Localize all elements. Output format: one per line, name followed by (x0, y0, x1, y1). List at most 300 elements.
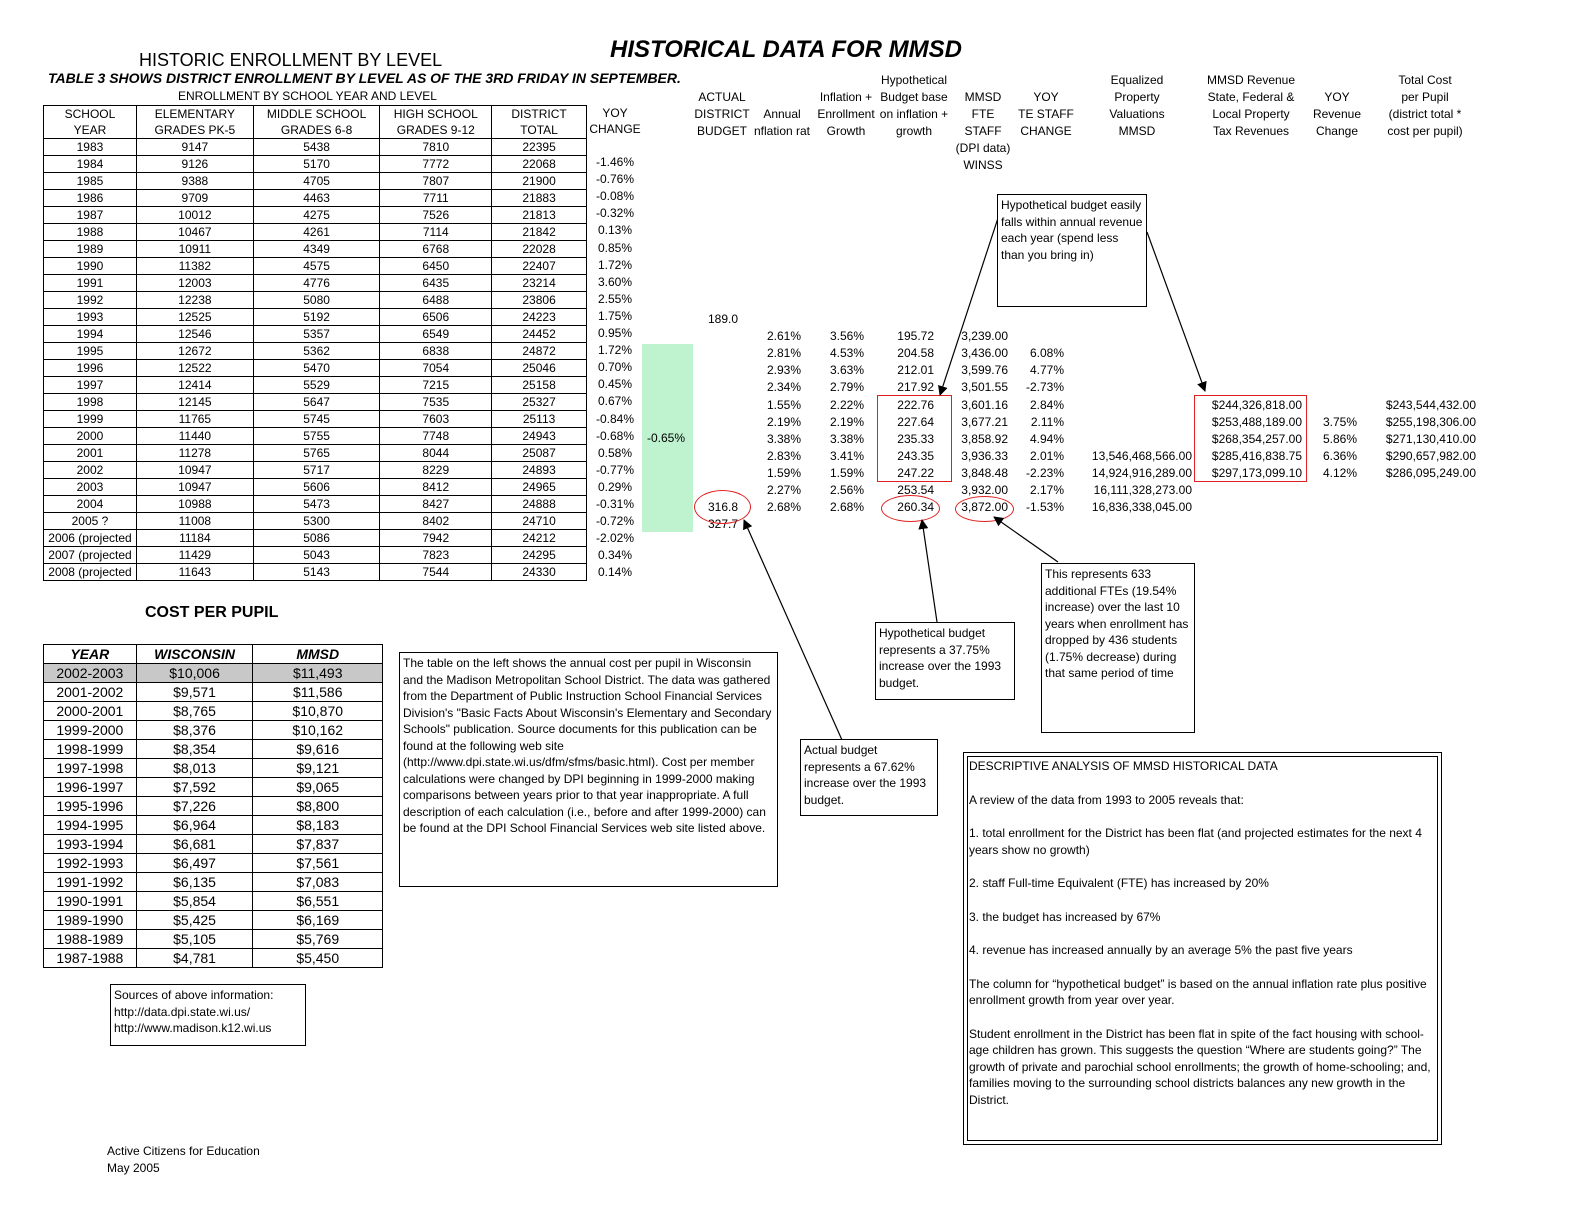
cost-row (44, 664, 383, 683)
enroll-cell: 25046 (492, 360, 587, 377)
yoy-header-line: CHANGE (589, 122, 641, 136)
cost-cell: 1988-1989 (44, 930, 137, 949)
col-header-line: MMSD Revenue (1206, 73, 1296, 87)
enroll-cell: 5170 (253, 156, 380, 173)
budget-cell-yoyfte: 2.11% (1030, 414, 1064, 429)
enroll-cell: 24212 (492, 530, 587, 547)
enroll-cell: 7772 (380, 156, 492, 173)
callout-actual: Actual budget represents a 67.62% increase over the 1993 budget. (800, 739, 938, 816)
enroll-cell: 7526 (380, 207, 492, 224)
enroll-cell: 5143 (253, 564, 380, 581)
enroll-cell: 5717 (253, 462, 380, 479)
yoy-value: -0.77% (595, 462, 635, 477)
cost-cell: $9,121 (253, 759, 383, 778)
enroll-cell: 12003 (136, 275, 253, 292)
cost-per-pupil-table (43, 644, 383, 968)
cost-cell: 1992-1993 (44, 854, 137, 873)
budget-cell-actual: 189.0 (707, 312, 738, 326)
arrow-to-hypo-2004 (922, 520, 937, 622)
enroll-cell: 5043 (253, 547, 380, 564)
enroll-cell: 2002 (44, 462, 137, 479)
enroll-cell: 21883 (492, 190, 587, 207)
budget-cell-annual: 2.19% (766, 414, 801, 429)
budget-cell-fte: 3,932.00 (961, 483, 1008, 497)
col-header-line: MMSD (1118, 124, 1156, 138)
analysis-box-outer (963, 752, 1442, 1145)
enroll-cell: 8427 (380, 496, 492, 513)
enroll-cell: 6549 (380, 326, 492, 343)
budget-cell-ieg: 2.19% (829, 414, 864, 429)
cost-cell: $9,065 (253, 778, 383, 797)
enroll-cell: 8412 (380, 479, 492, 496)
enroll-cell: 24872 (492, 343, 587, 360)
enroll-cell: 9147 (136, 139, 253, 156)
budget-cell-tc: $271,130,410.00 (1385, 431, 1476, 446)
col-header-line: BUDGET (696, 124, 747, 138)
enroll-cell: 5086 (253, 530, 380, 547)
budget-cell-tc: $243,544,432.00 (1385, 397, 1476, 412)
cost-cell: $9,616 (253, 740, 383, 759)
budget-cell-ieg: 3.41% (829, 448, 864, 463)
budget-cell-hypo: 204.58 (897, 346, 934, 361)
cost-row (44, 816, 383, 835)
cost-cell: $5,425 (136, 911, 253, 930)
enroll-cell: 5529 (253, 377, 380, 394)
cost-cell: $8,354 (136, 740, 253, 759)
yoy-value: 0.85% (597, 240, 633, 255)
enroll-cell: 6435 (380, 275, 492, 292)
cost-cell: 1999-2000 (44, 721, 137, 740)
cost-header-cell: WISCONSIN (136, 645, 253, 664)
enroll-cell: 12522 (136, 360, 253, 377)
cost-cell: 1993-1994 (44, 835, 137, 854)
footer (107, 1143, 260, 1177)
cost-cell: 2002-2003 (44, 664, 137, 683)
enroll-cell: 11278 (136, 445, 253, 462)
cost-row (44, 873, 383, 892)
enroll-cell: 1983 (44, 139, 137, 156)
col-header-line: growth (895, 124, 933, 138)
enroll-header-line: GRADES PK-5 (154, 123, 236, 137)
yoy-header-line: YOY (602, 106, 628, 120)
enroll-cell: 24965 (492, 479, 587, 496)
cost-cell: 2000-2001 (44, 702, 137, 721)
col-header-line: Budget base (880, 90, 948, 104)
budget-cell-hypo: 217.92 (897, 380, 934, 395)
budget-cell-yoyrev: 4.12% (1322, 465, 1357, 480)
budget-cell-fte: 3,858.92 (961, 431, 1008, 446)
budget-cell-yoyfte: 2.84% (1029, 397, 1064, 412)
yoy-value: -0.32% (595, 206, 635, 221)
enroll-cell: 11382 (136, 258, 253, 275)
budget-cell-fte: 3,599.76 (961, 363, 1008, 378)
enroll-cell: 7807 (380, 173, 492, 190)
enroll-cell: 1996 (44, 360, 137, 377)
budget-cell-ieg: 2.68% (829, 500, 864, 515)
enroll-cell: 8044 (380, 445, 492, 462)
enroll-cell: 1992 (44, 292, 137, 309)
cost-explanation-box: The table on the left shows the annual cost per pupil in Wisconsin and the Madison Metropolitan School District. The data was gathered from the Department of Public Instruction School Financial Services Division's "Basic Facts About Wisconsin's Elementary and Secondary Schools" publication. Source documents for this publication can be found at the following web site (http://www.dpi.state.wi.us/dfm/sfms/basic.html). Cost per member calculations were changed by DPI beginning in 1999-2000 making comparisons between years prior to that year inappropriate. A full description of each calculation (i.e., before and after 1999-2000) can be found at the DPI School Financial Services web site listed above. (399, 652, 778, 887)
enroll-cell: 12238 (136, 292, 253, 309)
budget-cell-yoyfte: -2.23% (1025, 465, 1064, 480)
enroll-cell: 25158 (492, 377, 587, 394)
enroll-cell: 10467 (136, 224, 253, 241)
budget-cell-yoyfte: -1.53% (1025, 500, 1064, 515)
budget-cell-fte: 3,501.55 (961, 380, 1008, 395)
budget-cell-annual: 2.61% (766, 329, 801, 344)
cost-cell: $7,837 (253, 835, 383, 854)
budget-cell-tc: $290,657,982.00 (1385, 448, 1476, 463)
cost-cell: 1996-1997 (44, 778, 137, 797)
cost-cell: 1991-1992 (44, 873, 137, 892)
budget-cell-yoyfte: 2.17% (1029, 483, 1064, 497)
budget-cell-rev: $253,488,189.00 (1211, 414, 1302, 429)
enroll-header-line: ELEMENTARY (154, 107, 235, 121)
cost-cell: $8,183 (253, 816, 383, 835)
enroll-header-line: GRADES 6-8 (280, 123, 353, 137)
callout-revenue: Hypothetical budget easily falls within annual revenue each year (spend less than you bring in) (997, 194, 1147, 307)
budget-cell-fte: 3,936.33 (961, 448, 1008, 463)
budget-cell-yoyrev: 6.36% (1322, 448, 1357, 463)
enroll-cell: 6450 (380, 258, 492, 275)
analysis-point-1: 1. total enrollment for the District has been flat (and projected estimates for the next 4 years show no growth) (969, 826, 1422, 857)
enroll-cell: 9709 (136, 190, 253, 207)
enroll-cell: 7114 (380, 224, 492, 241)
col-header-line: cost per pupil) (1387, 124, 1463, 138)
enroll-cell: 1997 (44, 377, 137, 394)
enroll-cell: 6506 (380, 309, 492, 326)
cost-cell: 2001-2002 (44, 683, 137, 702)
yoy-value: 0.14% (597, 565, 633, 580)
budget-cell-ieg: 3.56% (829, 329, 864, 344)
yoy-value: 3.60% (597, 274, 633, 289)
cost-row (44, 930, 383, 949)
enroll-cell: 5300 (253, 513, 380, 530)
arrow-to-hypo-box (940, 218, 998, 395)
enroll-cell: 12414 (136, 377, 253, 394)
enroll-cell: 24223 (492, 309, 587, 326)
budget-cell-ieg: 4.53% (829, 346, 864, 361)
budget-cell-hypo: 195.72 (897, 329, 934, 344)
budget-cell-eq: 13,546,468,566.00 (1091, 448, 1192, 463)
enroll-header-line: GRADES 9-12 (396, 123, 475, 137)
enroll-cell: 9126 (136, 156, 253, 173)
cost-cell: 1995-1996 (44, 797, 137, 816)
yoy-value: -0.31% (595, 496, 635, 511)
enroll-cell: 10012 (136, 207, 253, 224)
analysis-point-3: 3. the budget has increased by 67% (969, 909, 1161, 924)
enroll-cell: 4349 (253, 241, 380, 258)
enroll-cell: 7711 (380, 190, 492, 207)
enroll-header-line: SCHOOL (64, 107, 116, 121)
cost-cell: $8,013 (136, 759, 253, 778)
yoy-value: -1.46% (595, 155, 635, 170)
cost-cell: 1994-1995 (44, 816, 137, 835)
cost-row (44, 854, 383, 873)
budget-cell-ieg: 2.56% (829, 483, 864, 497)
cost-row (44, 835, 383, 854)
cost-row (44, 683, 383, 702)
source-link-madison[interactable]: http://www.madison.k12.wi.us (114, 1021, 272, 1035)
enroll-cell: 1998 (44, 394, 137, 411)
yoy-value: 0.67% (597, 394, 633, 409)
enroll-cell: 1995 (44, 343, 137, 360)
col-header-line: MMSD (964, 90, 1002, 104)
budget-cell-yoyfte: 4.77% (1029, 363, 1064, 378)
budget-cell-eq: 16,111,328,273.00 (1093, 483, 1192, 497)
enroll-cell: 2006 (projected (44, 530, 137, 547)
enroll-cell: 21900 (492, 173, 587, 190)
col-header-line: YOY (1324, 90, 1350, 104)
col-header-line: FTE (971, 107, 995, 121)
enroll-header-line: HIGH SCHOOL (393, 107, 478, 121)
cost-cell: $6,551 (253, 892, 383, 911)
enroll-cell: 10988 (136, 496, 253, 513)
cost-cell: $5,450 (253, 949, 383, 968)
cost-cell: 1998-1999 (44, 740, 137, 759)
yoy-value: 0.34% (597, 548, 633, 563)
enroll-cell: 5745 (253, 411, 380, 428)
analysis-intro: A review of the data from 1993 to 2005 reveals that: (969, 792, 1244, 807)
enroll-cell: 22068 (492, 156, 587, 173)
cost-cell: $6,964 (136, 816, 253, 835)
budget-cell-rev: $285,416,838.75 (1211, 448, 1302, 463)
callout-fte: This represents 633 additional FTEs (19.54% increase) over the last 10 years when enrollment has dropped by 436 students (1.75% decrease) during that same period of time (1041, 563, 1195, 733)
enroll-cell: 5606 (253, 479, 380, 496)
cost-cell: 1987-1988 (44, 949, 137, 968)
enroll-cell: 21842 (492, 224, 587, 241)
enroll-cell: 24710 (492, 513, 587, 530)
budget-cell-fte: 3,436.00 (961, 346, 1008, 361)
enroll-cell: 2003 (44, 479, 137, 496)
col-header-line: Enrollment (817, 107, 875, 121)
footer-org: Active Citizens for Education (107, 1144, 260, 1158)
col-header-line: Tax Revenues (1212, 124, 1290, 138)
enroll-cell: 23806 (492, 292, 587, 309)
enroll-header-line: TOTAL (520, 123, 558, 137)
budget-cell-annual: 2.68% (766, 500, 801, 515)
col-header-line: CHANGE (1020, 124, 1072, 138)
col-header-line: Change (1315, 124, 1359, 138)
budget-cell-fte: 3,872.00 (961, 500, 1008, 515)
cost-cell: $7,592 (136, 778, 253, 797)
cost-cell: $8,376 (136, 721, 253, 740)
budget-cell-fte: 3,601.16 (961, 397, 1008, 412)
budget-cell-yoyfte: -2.73% (1025, 380, 1064, 395)
budget-cell-annual: 3.38% (766, 431, 801, 446)
enroll-cell: 7823 (380, 547, 492, 564)
budget-cell-yoyfte: 4.94% (1029, 431, 1064, 446)
enroll-cell: 5192 (253, 309, 380, 326)
budget-cell-ieg: 3.38% (829, 431, 864, 446)
budget-cell-actual: 316.8 (707, 500, 738, 515)
yoy-value: -0.72% (595, 514, 635, 529)
budget-cell-hypo: 222.76 (897, 397, 934, 412)
cost-cell: 1990-1991 (44, 892, 137, 911)
cost-cell: $5,105 (136, 930, 253, 949)
enroll-cell: 1990 (44, 258, 137, 275)
budget-cell-fte: 3,239.00 (961, 329, 1008, 344)
col-header-line: Total Cost (1398, 73, 1452, 87)
cost-cell: $7,083 (253, 873, 383, 892)
cost-row (44, 721, 383, 740)
enroll-cell: 2001 (44, 445, 137, 462)
cost-row (44, 702, 383, 721)
yoy-value: -0.84% (595, 411, 635, 426)
analysis-box (967, 756, 1438, 1141)
col-header-line: Equalized (1110, 73, 1164, 87)
budget-cell-ieg: 2.22% (829, 397, 864, 412)
enroll-cell: 7215 (380, 377, 492, 394)
sources-box (110, 984, 306, 1046)
enroll-cell: 23214 (492, 275, 587, 292)
enroll-cell: 22395 (492, 139, 587, 156)
budget-cell-ieg: 2.79% (829, 380, 864, 395)
enroll-cell: 24295 (492, 547, 587, 564)
cost-cell: $7,561 (253, 854, 383, 873)
budget-cell-annual: 2.81% (766, 346, 801, 361)
col-header-line: per Pupil (1401, 90, 1449, 104)
enroll-header-line: MIDDLE SCHOOL (266, 107, 367, 121)
enroll-cell: 7535 (380, 394, 492, 411)
enroll-cell: 1985 (44, 173, 137, 190)
col-header-line: ACTUAL (698, 90, 746, 104)
col-header-line: Growth (826, 124, 866, 138)
col-header-line: TE STAFF (1018, 107, 1074, 121)
enroll-cell: 6838 (380, 343, 492, 360)
budget-cell-tc: $286,095,249.00 (1385, 465, 1476, 480)
enrollment-subtitle: ENROLLMENT BY SCHOOL YEAR AND LEVEL (178, 89, 437, 103)
enroll-cell: 8229 (380, 462, 492, 479)
budget-cell-eq: 16,836,338,045.00 (1091, 500, 1192, 515)
source-link-dpi[interactable]: http://data.dpi.state.wi.us/ (114, 1004, 251, 1019)
enroll-cell: 9388 (136, 173, 253, 190)
yoy-value: 0.45% (597, 377, 633, 392)
budget-cell-fte: 3,677.21 (961, 414, 1008, 429)
arrow-to-fte-2004 (994, 517, 1058, 562)
col-header-line: YOY (1033, 90, 1059, 104)
col-header-line: WINSS (963, 158, 1003, 172)
yoy-value: 0.29% (597, 479, 633, 494)
enroll-cell: 6488 (380, 292, 492, 309)
col-header-line: Revenue (1312, 107, 1362, 121)
cost-cell: $11,493 (253, 664, 383, 683)
enroll-cell: 7603 (380, 411, 492, 428)
enroll-cell: 22407 (492, 258, 587, 275)
enroll-cell: 11184 (136, 530, 253, 547)
enroll-cell: 22028 (492, 241, 587, 258)
analysis-point-4: 4. revenue has increased annually by an average 5% the past five years (969, 943, 1353, 957)
cost-cell: $7,226 (136, 797, 253, 816)
enrollment-title: HISTORIC ENROLLMENT BY LEVEL (139, 50, 443, 70)
enroll-cell: 12145 (136, 394, 253, 411)
yoy-value: 1.75% (597, 308, 633, 323)
enroll-cell: 25113 (492, 411, 587, 428)
enroll-cell: 2005 ? (44, 513, 137, 530)
analysis-title: DESCRIPTIVE ANALYSIS OF MMSD HISTORICAL DATA (969, 759, 1278, 773)
enroll-cell: 5362 (253, 343, 380, 360)
col-header-line: State, Federal & (1207, 90, 1295, 104)
enroll-cell: 6768 (380, 241, 492, 258)
enroll-cell: 12525 (136, 309, 253, 326)
enroll-cell: 2004 (44, 496, 137, 513)
enroll-cell: 5357 (253, 326, 380, 343)
enroll-cell: 1988 (44, 224, 137, 241)
enroll-cell: 7544 (380, 564, 492, 581)
col-header-line: (DPI data) (955, 141, 1011, 155)
budget-cell-annual: 2.83% (766, 448, 801, 463)
enroll-cell: 11765 (136, 411, 253, 428)
budget-cell-fte: 3,848.48 (961, 465, 1008, 480)
enroll-cell: 10911 (136, 241, 253, 258)
budget-cell-yoyfte: 2.01% (1029, 448, 1064, 463)
cost-cell: $4,781 (136, 949, 253, 968)
col-header-line: nflation rat (753, 124, 811, 138)
budget-cell-hypo: 235.33 (897, 431, 934, 446)
yoy-value: 1.72% (597, 257, 633, 272)
cost-row (44, 892, 383, 911)
enroll-cell: 11429 (136, 547, 253, 564)
enroll-cell: 11440 (136, 428, 253, 445)
yoy-value: 1.72% (597, 343, 633, 358)
cost-cell: $5,854 (136, 892, 253, 911)
yoy-average-value: -0.65% (647, 431, 686, 445)
budget-cell-yoyfte: 6.08% (1029, 346, 1064, 361)
col-header-line: Inflation + (819, 90, 873, 104)
budget-cell-rev: $297,173,099.10 (1211, 465, 1302, 480)
budget-cell-hypo: 260.34 (897, 500, 934, 515)
enroll-cell: 10947 (136, 479, 253, 496)
cost-cell: 1989-1990 (44, 911, 137, 930)
cost-cell: $6,135 (136, 873, 253, 892)
enroll-cell: 25087 (492, 445, 587, 462)
budget-cell-hypo: 247.22 (897, 465, 934, 480)
enroll-cell: 2007 (projected (44, 547, 137, 564)
budget-cell-annual: 1.55% (766, 397, 801, 412)
enroll-header-line: YEAR (73, 123, 107, 137)
enroll-cell: 5080 (253, 292, 380, 309)
enroll-cell: 5765 (253, 445, 380, 462)
callout-hypothetical: Hypothetical budget represents a 37.75% increase over the 1993 budget. (875, 622, 1015, 700)
analysis-enrollment-note: Student enrollment in the District has been flat in spite of the fact housing with school-age children has grown. This suggests the question “Where are students going?” The growth of private and parochial school enrollments; the growth of home-schooling; and, families moving to the surrounding school districts balances any new growth in the District. (969, 1026, 1431, 1107)
cost-cell: $10,162 (253, 721, 383, 740)
cost-per-pupil-title: COST PER PUPIL (145, 604, 279, 621)
enroll-cell: 4705 (253, 173, 380, 190)
budget-cell-actual: 327.7 (707, 517, 738, 532)
yoy-value: -0.68% (595, 428, 635, 443)
enroll-cell: 24330 (492, 564, 587, 581)
col-header-line: DISTRICT (694, 107, 750, 121)
cost-row (44, 797, 383, 816)
cost-cell: $8,765 (136, 702, 253, 721)
yoy-value: 0.58% (597, 445, 633, 460)
cost-row (44, 778, 383, 797)
sources-heading: Sources of above information: (114, 988, 274, 1002)
yoy-value: -0.76% (595, 172, 635, 187)
enroll-cell: 7054 (380, 360, 492, 377)
enroll-cell: 5438 (253, 139, 380, 156)
cost-row (44, 759, 383, 778)
col-header-line: Property (1114, 90, 1160, 104)
enroll-cell: 1993 (44, 309, 137, 326)
cost-header-cell: YEAR (44, 645, 137, 664)
enroll-cell: 4275 (253, 207, 380, 224)
budget-cell-hypo: 253.54 (897, 483, 934, 497)
budget-cell-rev: $268,354,257.00 (1211, 431, 1302, 446)
cost-header-cell: MMSD (253, 645, 383, 664)
enroll-cell: 11643 (136, 564, 253, 581)
budget-cell-hypo: 212.01 (897, 363, 934, 378)
